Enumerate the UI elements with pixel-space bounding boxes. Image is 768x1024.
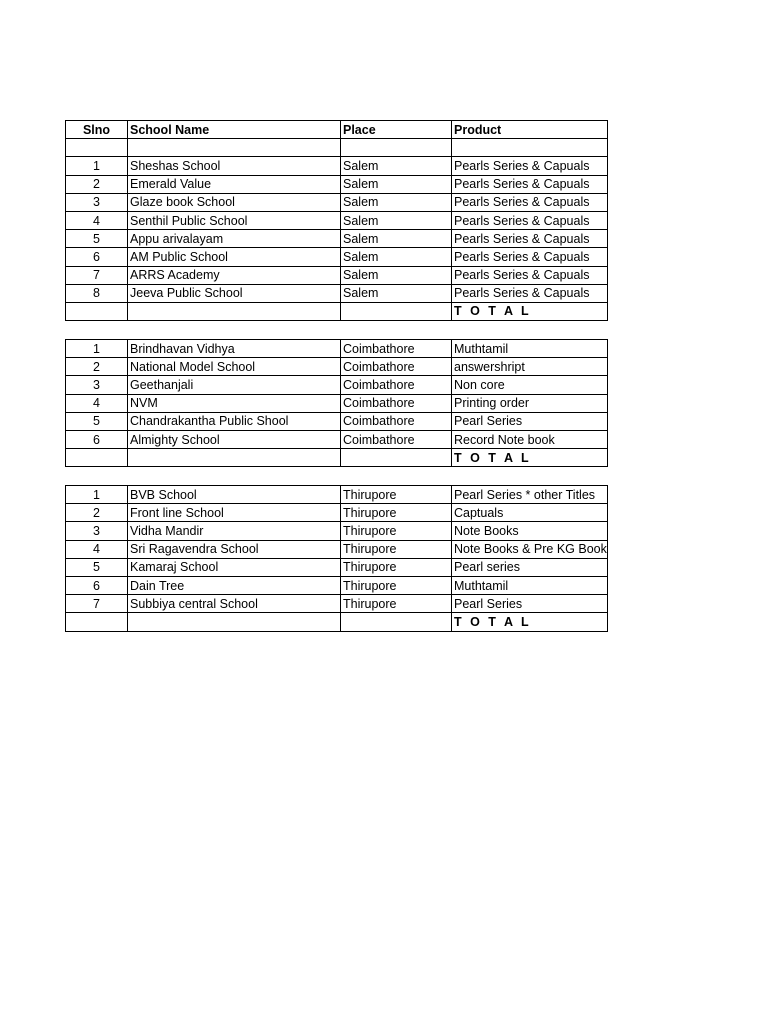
- school-name-cell: Brindhavan Vidhya: [128, 340, 341, 358]
- table-row: [66, 230, 608, 248]
- place-cell: Salem: [341, 230, 452, 248]
- table-row: [66, 284, 608, 302]
- place-cell: Salem: [341, 157, 452, 175]
- school-name-cell: Almighty School: [128, 430, 341, 448]
- place-cell: Coimbathore: [341, 412, 452, 430]
- total-row: [66, 449, 608, 467]
- school-name-cell: Glaze book School: [128, 193, 341, 211]
- table-row: [66, 412, 608, 430]
- slno-cell: 7: [66, 595, 128, 613]
- school-name-cell: Front line School: [128, 504, 341, 522]
- school-name-cell: Emerald Value: [128, 175, 341, 193]
- slno-cell: 1: [66, 340, 128, 358]
- product-cell: Pearls Series & Capuals: [452, 193, 608, 211]
- table-row: [66, 522, 608, 540]
- total-label: T O T A L: [452, 302, 608, 320]
- slno-cell: 1: [66, 486, 128, 504]
- place-cell: Thirupore: [341, 504, 452, 522]
- table-row: [66, 248, 608, 266]
- slno-cell: 2: [66, 504, 128, 522]
- school-name-cell: Senthil Public School: [128, 211, 341, 229]
- place-cell: Thirupore: [341, 522, 452, 540]
- slno-cell: 7: [66, 266, 128, 284]
- table-row: [66, 504, 608, 522]
- table-row: [66, 340, 608, 358]
- cell: [341, 302, 452, 320]
- school-name-cell: Chandrakantha Public Shool: [128, 412, 341, 430]
- slno-cell: 3: [66, 376, 128, 394]
- school-name-cell: Sri Ragavendra School: [128, 540, 341, 558]
- product-cell: Printing order: [452, 394, 608, 412]
- slno-cell: 1: [66, 157, 128, 175]
- product-cell: answershript: [452, 358, 608, 376]
- total-row: [66, 613, 608, 631]
- cell: [66, 449, 128, 467]
- place-cell: Thirupore: [341, 540, 452, 558]
- school-name-cell: National Model School: [128, 358, 341, 376]
- header-place: Place: [341, 121, 452, 139]
- product-cell: Pearls Series & Capuals: [452, 175, 608, 193]
- place-cell: Salem: [341, 175, 452, 193]
- cell: [341, 139, 452, 157]
- place-cell: Salem: [341, 193, 452, 211]
- place-cell: Coimbathore: [341, 394, 452, 412]
- school-name-cell: Dain Tree: [128, 576, 341, 594]
- school-name-cell: ARRS Academy: [128, 266, 341, 284]
- product-cell: Pearls Series & Capuals: [452, 211, 608, 229]
- cell: [452, 139, 608, 157]
- place-cell: Thirupore: [341, 486, 452, 504]
- cell: [66, 613, 128, 631]
- product-cell: Pearls Series & Capuals: [452, 230, 608, 248]
- school-name-cell: Vidha Mandir: [128, 522, 341, 540]
- cell: [66, 139, 128, 157]
- school-name-cell: AM Public School: [128, 248, 341, 266]
- school-name-cell: Kamaraj School: [128, 558, 341, 576]
- blank-row: [66, 139, 608, 157]
- slno-cell: 6: [66, 576, 128, 594]
- product-cell: Pearl Series: [452, 595, 608, 613]
- place-cell: Salem: [341, 284, 452, 302]
- product-cell: Pearl series: [452, 558, 608, 576]
- table-row: [66, 175, 608, 193]
- place-cell: Coimbathore: [341, 376, 452, 394]
- header-slno: Slno: [66, 121, 128, 139]
- product-cell: Pearl Series * other Titles: [452, 486, 608, 504]
- table-row: [66, 540, 608, 558]
- product-cell: Note Books: [452, 522, 608, 540]
- place-cell: Coimbathore: [341, 340, 452, 358]
- product-cell: Muthtamil: [452, 576, 608, 594]
- school-name-cell: Jeeva Public School: [128, 284, 341, 302]
- cell: [128, 139, 341, 157]
- product-cell: Pearls Series & Capuals: [452, 266, 608, 284]
- slno-cell: 4: [66, 211, 128, 229]
- total-label: T O T A L: [452, 449, 608, 467]
- cell: [128, 449, 341, 467]
- thirupore-schools-table: [65, 485, 608, 632]
- slno-cell: 8: [66, 284, 128, 302]
- product-cell: Captuals: [452, 504, 608, 522]
- product-cell: Pearl Series: [452, 412, 608, 430]
- slno-cell: 6: [66, 430, 128, 448]
- header-school-name: School Name: [128, 121, 341, 139]
- table-row: [66, 358, 608, 376]
- table-row: [66, 558, 608, 576]
- header-row: [66, 121, 608, 139]
- slno-cell: 5: [66, 412, 128, 430]
- product-cell: Record Note book: [452, 430, 608, 448]
- school-name-cell: NVM: [128, 394, 341, 412]
- product-cell: Non core: [452, 376, 608, 394]
- school-name-cell: Appu arivalayam: [128, 230, 341, 248]
- slno-cell: 5: [66, 230, 128, 248]
- school-name-cell: Geethanjali: [128, 376, 341, 394]
- table-row: [66, 486, 608, 504]
- product-cell: Pearls Series & Capuals: [452, 284, 608, 302]
- table-row: [66, 193, 608, 211]
- product-cell: Muthtamil: [452, 340, 608, 358]
- place-cell: Salem: [341, 211, 452, 229]
- cell: [66, 302, 128, 320]
- total-label: T O T A L: [452, 613, 608, 631]
- cell: [341, 449, 452, 467]
- place-cell: Thirupore: [341, 595, 452, 613]
- total-row: [66, 302, 608, 320]
- table-row: [66, 266, 608, 284]
- slno-cell: 4: [66, 394, 128, 412]
- slno-cell: 6: [66, 248, 128, 266]
- table-row: [66, 157, 608, 175]
- table-row: [66, 430, 608, 448]
- place-cell: Coimbathore: [341, 430, 452, 448]
- place-cell: Salem: [341, 248, 452, 266]
- table-row: [66, 595, 608, 613]
- coimbathore-schools-table: [65, 339, 608, 467]
- place-cell: Salem: [341, 266, 452, 284]
- school-name-cell: BVB School: [128, 486, 341, 504]
- slno-cell: 3: [66, 193, 128, 211]
- product-cell: Pearls Series & Capuals: [452, 248, 608, 266]
- header-product: Product: [452, 121, 608, 139]
- place-cell: Thirupore: [341, 576, 452, 594]
- place-cell: Thirupore: [341, 558, 452, 576]
- salem-schools-table: [65, 120, 608, 321]
- table-row: [66, 376, 608, 394]
- cell: [128, 302, 341, 320]
- table-row: [66, 576, 608, 594]
- table-row: [66, 394, 608, 412]
- table-row: [66, 211, 608, 229]
- cell: [128, 613, 341, 631]
- slno-cell: 3: [66, 522, 128, 540]
- product-cell: Note Books & Pre KG Book: [452, 540, 608, 558]
- slno-cell: 4: [66, 540, 128, 558]
- place-cell: Coimbathore: [341, 358, 452, 376]
- slno-cell: 5: [66, 558, 128, 576]
- slno-cell: 2: [66, 175, 128, 193]
- product-cell: Pearls Series & Capuals: [452, 157, 608, 175]
- school-name-cell: Sheshas School: [128, 157, 341, 175]
- school-name-cell: Subbiya central School: [128, 595, 341, 613]
- cell: [341, 613, 452, 631]
- slno-cell: 2: [66, 358, 128, 376]
